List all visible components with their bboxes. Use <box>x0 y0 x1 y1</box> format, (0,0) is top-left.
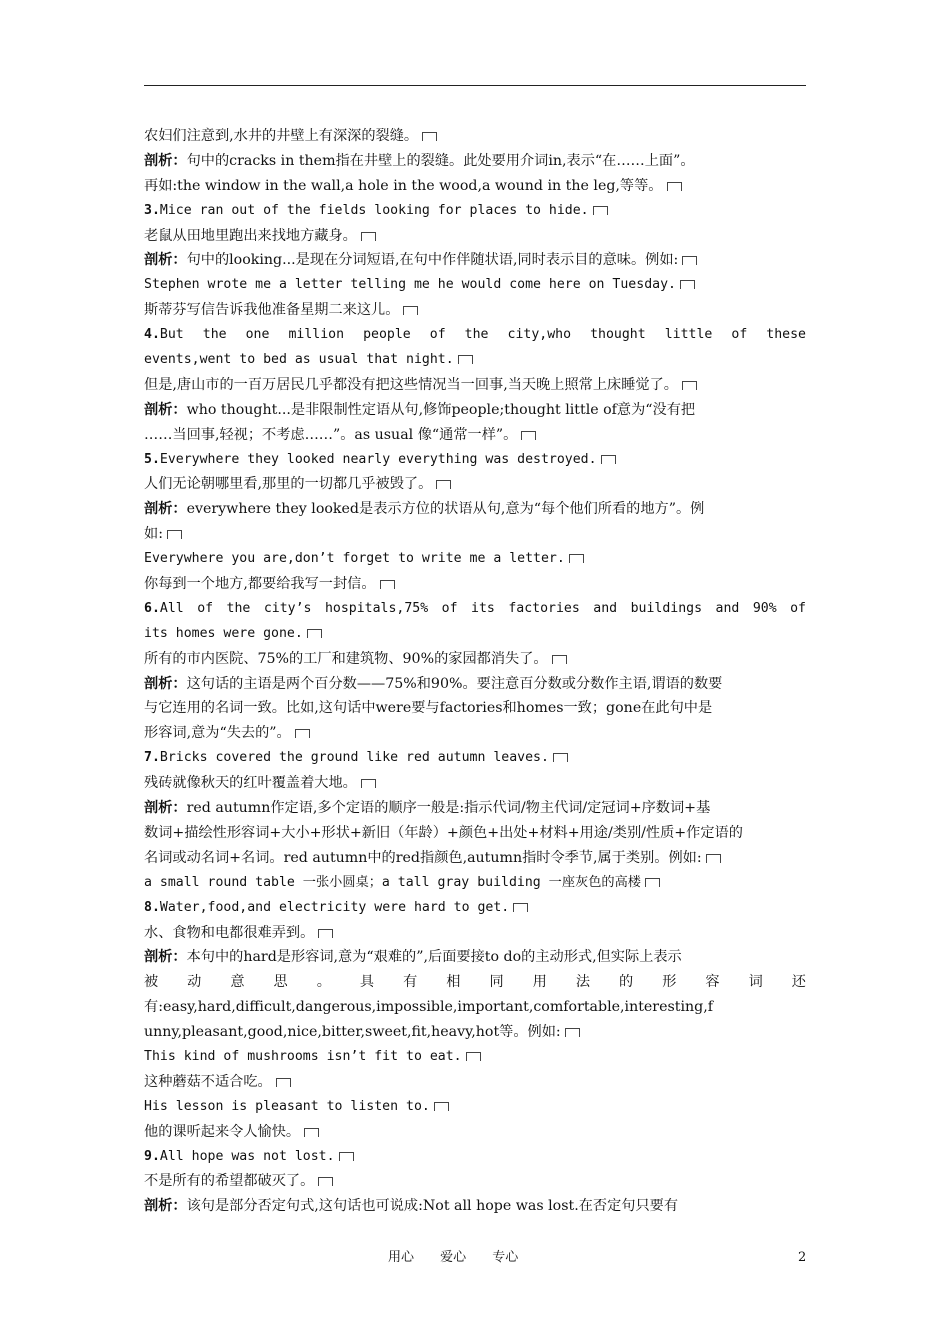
text-line <box>144 248 806 273</box>
paragraph-mark-icon <box>167 530 182 539</box>
line-text: 本句中的hard是形容词,意为“艰难的”,后面要接to do的主动形式,但实际上表示 <box>186 949 682 966</box>
line-text: 农妇们注意到,水井的井壁上有深深的裂缝。 <box>144 128 419 144</box>
item-number: 5. <box>144 451 160 467</box>
footer-slogan: 用心 爱心 专心 <box>388 1250 519 1265</box>
text-line <box>144 398 806 423</box>
text-line <box>144 746 806 771</box>
paragraph-mark-icon <box>513 903 528 912</box>
text-line <box>144 1095 806 1120</box>
line-text: Stephen wrote me a letter telling me he would come here on Tuesday. <box>144 277 676 293</box>
line-text: 所有的市内医院、75%的工厂和建筑物、90%的家园都消失了。 <box>144 650 548 667</box>
paragraph-mark-icon <box>304 1128 319 1137</box>
line-text: everywhere they looked是表示方位的状语从句,意为“每个他们所看的地方”。例 <box>186 501 705 518</box>
line-text: 你每到一个地方,都要给我写一封信。 <box>144 576 376 593</box>
paragraph-mark-icon <box>458 355 473 364</box>
line-text: All hope was not lost. <box>159 1148 335 1164</box>
text-line <box>144 696 806 721</box>
text-line <box>144 373 806 398</box>
line-text: 被 动 意 思 。 具 有 相 同 用 法 的 形 容 词 还 <box>144 974 806 991</box>
line-text: Everywhere you are,don’t forget to write me a letter. <box>144 551 565 567</box>
paragraph-mark-icon <box>318 929 333 938</box>
line-text: 数词+描绘性形容词+大小+形状+新旧（年龄）+颜色+出处+材料+用途/类别/性质+作定语的 <box>144 824 743 841</box>
text-line <box>144 622 806 647</box>
line-text: 与它连用的名词一致。比如,这句话中were要与factories和homes一致；gone在此句中是 <box>144 700 713 717</box>
text-line <box>144 597 806 622</box>
text-line <box>144 448 806 473</box>
line-text: 但是,唐山市的一百万居民几乎都没有把这些情况当一回事,当天晚上照常上床睡觉了。 <box>144 376 678 393</box>
paragraph-mark-icon <box>434 1102 449 1111</box>
analysis-label: 剖析： <box>144 152 187 169</box>
paragraph-mark-icon <box>403 306 418 315</box>
text-line <box>144 1020 806 1045</box>
line-text: who thought...是非限制性定语从句,修饰people;thought little of意为“没有把 <box>186 401 696 418</box>
paragraph-mark-icon <box>601 455 616 464</box>
text-line <box>144 672 806 697</box>
paragraph-mark-icon <box>339 1152 354 1161</box>
line-text: 老鼠从田地里跑出来找地方藏身。 <box>144 227 357 244</box>
text-line <box>144 1045 806 1070</box>
text-line <box>144 821 806 846</box>
text-line <box>144 1145 806 1170</box>
text-line <box>144 796 806 821</box>
line-text: But the one million people of the city,who thought little of these <box>159 327 806 343</box>
item-number: 3. <box>144 202 160 218</box>
document-body <box>144 124 806 1219</box>
line-text: 这句话的主语是两个百分数——75%和90%。要注意百分数或分数作主语,谓语的数要 <box>186 675 723 692</box>
text-line <box>144 771 806 796</box>
analysis-label: 剖析： <box>144 252 187 269</box>
item-number: 4. <box>144 327 160 343</box>
paragraph-mark-icon <box>295 729 310 738</box>
text-line <box>144 995 806 1020</box>
line-text: All of the city’s hospitals,75% of its factories and buildings and 90% of <box>159 600 806 616</box>
analysis-label: 剖析： <box>144 1198 187 1215</box>
text-line <box>144 721 806 746</box>
text-line <box>144 896 806 921</box>
line-text: This kind of mushrooms isn’t fit to eat. <box>144 1048 462 1064</box>
text-line <box>144 174 806 199</box>
paragraph-mark-icon <box>682 381 697 390</box>
line-text: 斯蒂芬写信告诉我他准备星期二来这儿。 <box>144 302 400 319</box>
text-line <box>144 298 806 323</box>
analysis-label: 剖析： <box>144 501 187 518</box>
line-text: 句中的cracks in them指在井壁上的裂缝。此处要用介词in,表示“在……上面”。 <box>186 152 695 169</box>
line-text: events,went to bed as usual that night. <box>144 352 454 368</box>
text-line <box>144 199 806 224</box>
paragraph-mark-icon <box>422 132 437 141</box>
text-line <box>144 273 806 298</box>
line-text: its homes were gone. <box>144 625 303 641</box>
text-line <box>144 472 806 497</box>
line-text: 水、食物和电都很难弄到。 <box>144 924 315 941</box>
paragraph-mark-icon <box>645 878 660 887</box>
line-text: 他的课听起来令人愉快。 <box>144 1123 301 1140</box>
analysis-label: 剖析： <box>144 401 187 418</box>
line-text: 再如:the window in the wall,a hole in the wood,a wound in the leg,等等。 <box>144 177 663 194</box>
line-text: Everywhere they looked nearly everything was destroyed. <box>159 451 597 467</box>
text-line <box>144 547 806 572</box>
text-line <box>144 1194 806 1219</box>
line-text: 人们无论朝哪里看,那里的一切都几乎被毁了。 <box>144 476 433 493</box>
text-line <box>144 497 806 522</box>
line-text: Water,food,and electricity were hard to get. <box>159 899 510 915</box>
line-text: His lesson is pleasant to listen to. <box>144 1098 430 1114</box>
paragraph-mark-icon <box>667 182 682 191</box>
paragraph-mark-icon <box>593 206 608 215</box>
paragraph-mark-icon <box>436 480 451 489</box>
paragraph-mark-icon <box>318 1177 333 1186</box>
line-text: 形容词,意为“失去的”。 <box>144 725 291 742</box>
line-text: 句中的looking...是现在分词短语,在句中作伴随状语,同时表示目的意味。例如: <box>186 252 679 269</box>
line-text: 有:easy,hard,difficult,dangerous,impossible,important,comfortable,interesting,f <box>144 999 713 1016</box>
text-line <box>144 1070 806 1095</box>
text-line <box>144 323 806 348</box>
paragraph-mark-icon <box>706 854 721 863</box>
paragraph-mark-icon <box>466 1052 481 1061</box>
line-text: unny,pleasant,good,nice,bitter,sweet,fit,heavy,hot等。例如: <box>144 1024 561 1041</box>
line-text: 这种蘑菇不适合吃。 <box>144 1073 272 1090</box>
page-footer <box>0 1248 950 1268</box>
paragraph-mark-icon <box>552 655 567 664</box>
text-line <box>144 224 806 249</box>
text-line <box>144 423 806 448</box>
paragraph-mark-icon <box>569 554 584 563</box>
analysis-label: 剖析： <box>144 800 187 817</box>
header-rule <box>144 85 806 86</box>
line-text: 该句是部分否定句式,这句话也可说成:Not all hope was lost.在否定句只要有 <box>186 1198 679 1215</box>
text-line <box>144 921 806 946</box>
page-number: 2 <box>798 1250 807 1265</box>
paragraph-mark-icon <box>361 779 376 788</box>
text-line <box>144 945 806 970</box>
line-text: ……当回事,轻视；不考虑……”。as usual 像“通常一样”。 <box>144 426 518 443</box>
paragraph-mark-icon <box>361 232 376 241</box>
item-number: 6. <box>144 600 160 616</box>
text-line <box>144 522 806 547</box>
paragraph-mark-icon <box>307 629 322 638</box>
text-line <box>144 1120 806 1145</box>
text-line <box>144 871 806 896</box>
text-line <box>144 572 806 597</box>
text-line <box>144 647 806 672</box>
text-line <box>144 970 806 995</box>
text-line <box>144 1169 806 1194</box>
line-text: 名词或动名词+名词。red autumn中的red指颜色,autumn指时令季节,属于类别。例如: <box>144 849 702 866</box>
analysis-label: 剖析： <box>144 675 187 692</box>
paragraph-mark-icon <box>521 431 536 440</box>
line-text: 如: <box>144 526 163 543</box>
text-line <box>144 149 806 174</box>
paragraph-mark-icon <box>553 753 568 762</box>
text-line <box>144 846 806 871</box>
analysis-label: 剖析： <box>144 949 187 966</box>
paragraph-mark-icon <box>680 280 695 289</box>
item-number: 7. <box>144 750 160 766</box>
item-number: 8. <box>144 899 160 915</box>
paragraph-mark-icon <box>565 1028 580 1037</box>
paragraph-mark-icon <box>380 580 395 589</box>
line-text: 不是所有的希望都破灭了。 <box>144 1173 315 1190</box>
line-text: 残砖就像秋天的红叶覆盖着大地。 <box>144 775 357 792</box>
line-text: a small round table 一张小圆桌；a tall gray building 一座灰色的高楼 <box>144 874 641 890</box>
paragraph-mark-icon <box>682 256 697 265</box>
line-text: red autumn作定语,多个定语的顺序一般是:指示代词/物主代词/定冠词+序数词+基 <box>186 800 711 817</box>
line-text: Bricks covered the ground like red autumn leaves. <box>159 750 549 766</box>
paragraph-mark-icon <box>276 1078 291 1087</box>
item-number: 9. <box>144 1148 160 1164</box>
line-text: Mice ran out of the fields looking for places to hide. <box>159 202 589 218</box>
text-line <box>144 348 806 373</box>
text-line <box>144 124 806 149</box>
